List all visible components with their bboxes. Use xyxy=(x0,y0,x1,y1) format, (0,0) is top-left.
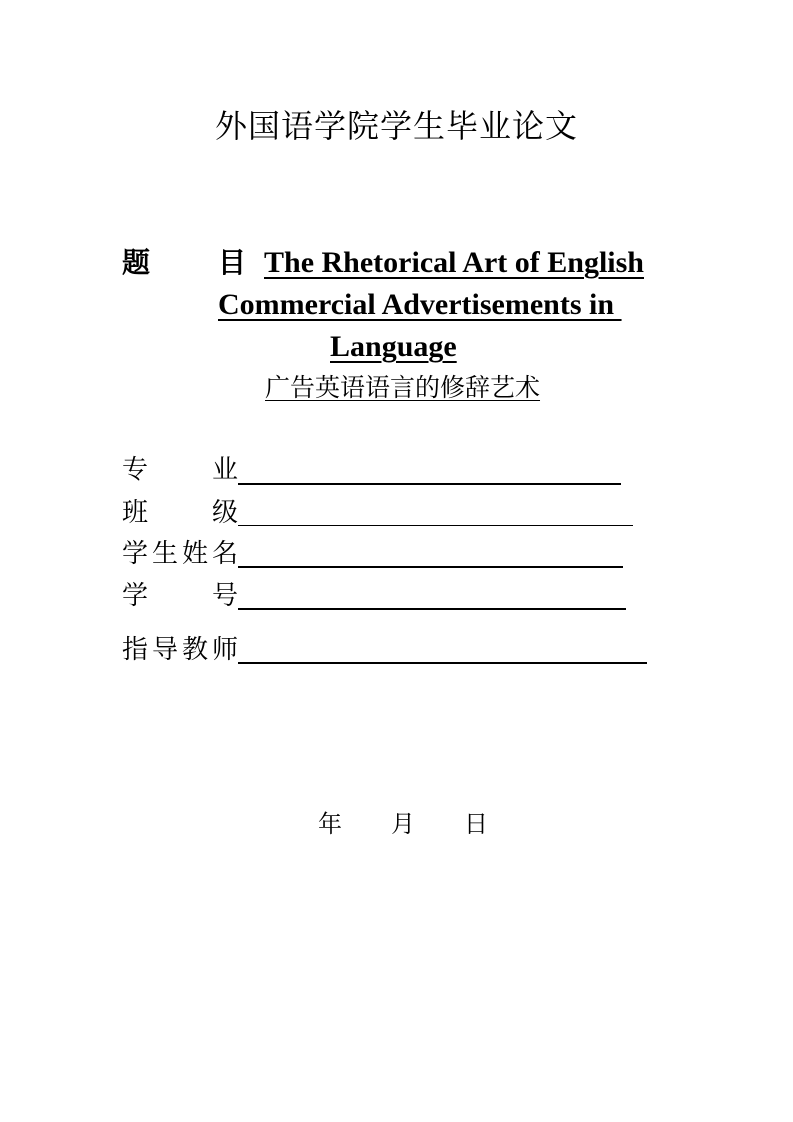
chinese-title: 广告英语语言的修辞艺术 xyxy=(265,373,541,402)
english-title-line-2: Commercial Advertisements in xyxy=(218,288,622,321)
date-row xyxy=(318,806,488,842)
student-name-label: 学 生 姓 名 xyxy=(122,539,238,569)
day-label: 日 xyxy=(464,810,488,838)
supervisor-line[interactable] xyxy=(238,662,647,664)
class-line[interactable] xyxy=(238,525,633,526)
student-name-line[interactable] xyxy=(238,566,623,568)
english-title-line-3: Language xyxy=(330,330,457,363)
month-label: 月 xyxy=(391,810,415,838)
supervisor-label: 指 导 教 师 xyxy=(122,635,238,665)
major-label: 专 业 xyxy=(122,455,238,485)
year-label: 年 xyxy=(318,810,342,838)
thesis-cover-title: 外国语学院学生毕业论文 xyxy=(214,107,578,145)
class-label: 班 级 xyxy=(122,498,238,528)
student-id-label: 学 号 xyxy=(122,581,238,611)
english-title-line-1: The Rhetorical Art of English xyxy=(264,246,644,279)
major-line[interactable] xyxy=(238,483,621,485)
student-id-line[interactable] xyxy=(238,608,626,610)
topic-label-char-1: 题 xyxy=(122,246,151,279)
topic-label-char-2: 目 xyxy=(218,246,247,279)
